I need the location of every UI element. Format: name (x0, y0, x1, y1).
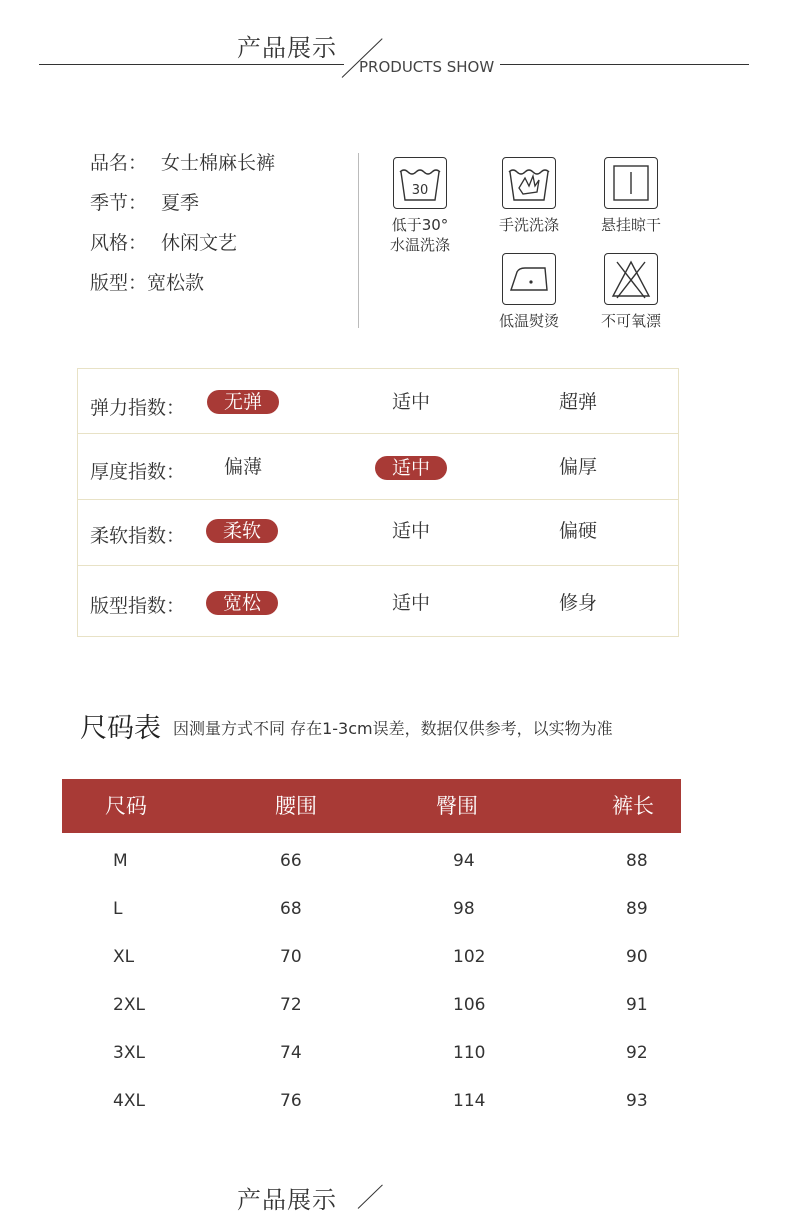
cell-waist: 76 (280, 1091, 302, 1111)
section-title-bottom: 产品展示 (237, 1186, 337, 1214)
care-low-iron (479, 253, 579, 331)
index-option: 偏硬 (558, 520, 597, 542)
info-value: 女士棉麻长裤 (161, 152, 276, 174)
section-subtitle: PRODUCTS SHOW (359, 58, 495, 76)
cell-size: XL (113, 947, 135, 967)
care-label-line1: 低于30° (391, 216, 449, 234)
index-option: 无弹 (207, 390, 279, 414)
cell-waist: 66 (280, 851, 302, 871)
cell-length: 89 (626, 899, 648, 919)
index-row-elasticity (78, 369, 678, 434)
info-style (90, 228, 237, 255)
table-row (62, 1029, 681, 1077)
care-hang-dry (581, 157, 681, 235)
index-option: 适中 (391, 391, 430, 413)
wash-temp: 30 (411, 183, 429, 198)
size-table-header (62, 779, 681, 833)
info-label: 版型： (90, 272, 148, 294)
header-rule-right (500, 64, 749, 65)
table-row (62, 981, 681, 1029)
index-option: 柔软 (206, 519, 278, 543)
care-label: 手洗洗涤 (498, 216, 559, 234)
table-row (62, 1077, 681, 1125)
info-fit (90, 268, 204, 295)
table-row (62, 885, 681, 933)
size-chart-note: 因测量方式不同 存在1-3cm误差，数据仅供参考，以实物为准 (173, 719, 613, 738)
cell-hip: 114 (453, 1091, 486, 1111)
cell-size: 4XL (113, 1091, 145, 1111)
index-label: 版型指数： (90, 595, 186, 617)
cell-waist: 68 (280, 899, 302, 919)
cell-size: 2XL (113, 995, 145, 1015)
index-row-fit (78, 565, 678, 636)
column-header: 尺码 (105, 794, 147, 818)
size-chart-title: 尺码表 (80, 713, 161, 744)
index-option: 修身 (558, 592, 597, 614)
info-label: 季节： (90, 192, 148, 214)
cell-hip: 106 (453, 995, 486, 1015)
cell-waist: 74 (280, 1043, 302, 1063)
care-label: 低温熨烫 (498, 312, 559, 330)
index-label: 厚度指数： (90, 461, 186, 483)
info-divider (358, 153, 359, 328)
info-label: 风格： (90, 232, 148, 254)
fabric-index-table (77, 368, 679, 637)
info-value: 休闲文艺 (161, 232, 238, 254)
cell-hip: 94 (453, 851, 475, 871)
cell-length: 88 (626, 851, 648, 871)
care-no-bleach (581, 253, 681, 331)
header-slash-bottom (358, 1185, 383, 1209)
low-iron-icon (502, 253, 556, 305)
cell-hip: 98 (453, 899, 475, 919)
cell-length: 92 (626, 1043, 648, 1063)
cell-waist: 70 (280, 947, 302, 967)
no-bleach-icon (604, 253, 658, 305)
hang-dry-icon (604, 157, 658, 209)
cell-length: 93 (626, 1091, 648, 1111)
column-header: 臀围 (436, 794, 478, 818)
cell-waist: 72 (280, 995, 302, 1015)
cell-hip: 102 (453, 947, 486, 967)
cell-hip: 110 (453, 1043, 486, 1063)
index-label: 柔软指数： (90, 525, 186, 547)
cell-length: 91 (626, 995, 648, 1015)
hand-wash-icon (502, 157, 556, 209)
index-option: 适中 (375, 456, 447, 480)
index-option: 宽松 (206, 591, 278, 615)
cell-size: L (113, 899, 123, 919)
cell-length: 90 (626, 947, 648, 967)
index-option: 偏薄 (223, 456, 262, 478)
section-title: 产品展示 (237, 34, 337, 62)
info-label: 品名： (90, 152, 148, 174)
care-hand-wash (479, 157, 579, 235)
care-wash-30 (370, 157, 470, 255)
index-option: 适中 (391, 520, 430, 542)
index-option: 适中 (391, 592, 430, 614)
care-label-line2: 水温洗涤 (389, 236, 450, 254)
info-value: 宽松款 (147, 272, 205, 294)
column-header: 裤长 (612, 794, 654, 818)
cell-size: M (113, 851, 128, 871)
index-option: 偏厚 (558, 456, 597, 478)
index-option: 超弹 (558, 391, 597, 413)
cell-size: 3XL (113, 1043, 145, 1063)
care-label: 悬挂晾干 (600, 216, 661, 234)
care-label (370, 215, 470, 255)
info-season (90, 188, 199, 215)
table-row (62, 933, 681, 981)
care-label: 不可氧漂 (600, 312, 661, 330)
info-name (90, 148, 275, 175)
index-row-softness (78, 499, 678, 566)
table-row (62, 837, 681, 885)
wash-30-icon (393, 157, 447, 209)
index-row-thickness (78, 433, 678, 500)
info-value: 夏季 (161, 192, 200, 214)
column-header: 腰围 (275, 794, 317, 818)
index-label: 弹力指数： (90, 397, 186, 419)
header-rule-left (39, 64, 344, 65)
